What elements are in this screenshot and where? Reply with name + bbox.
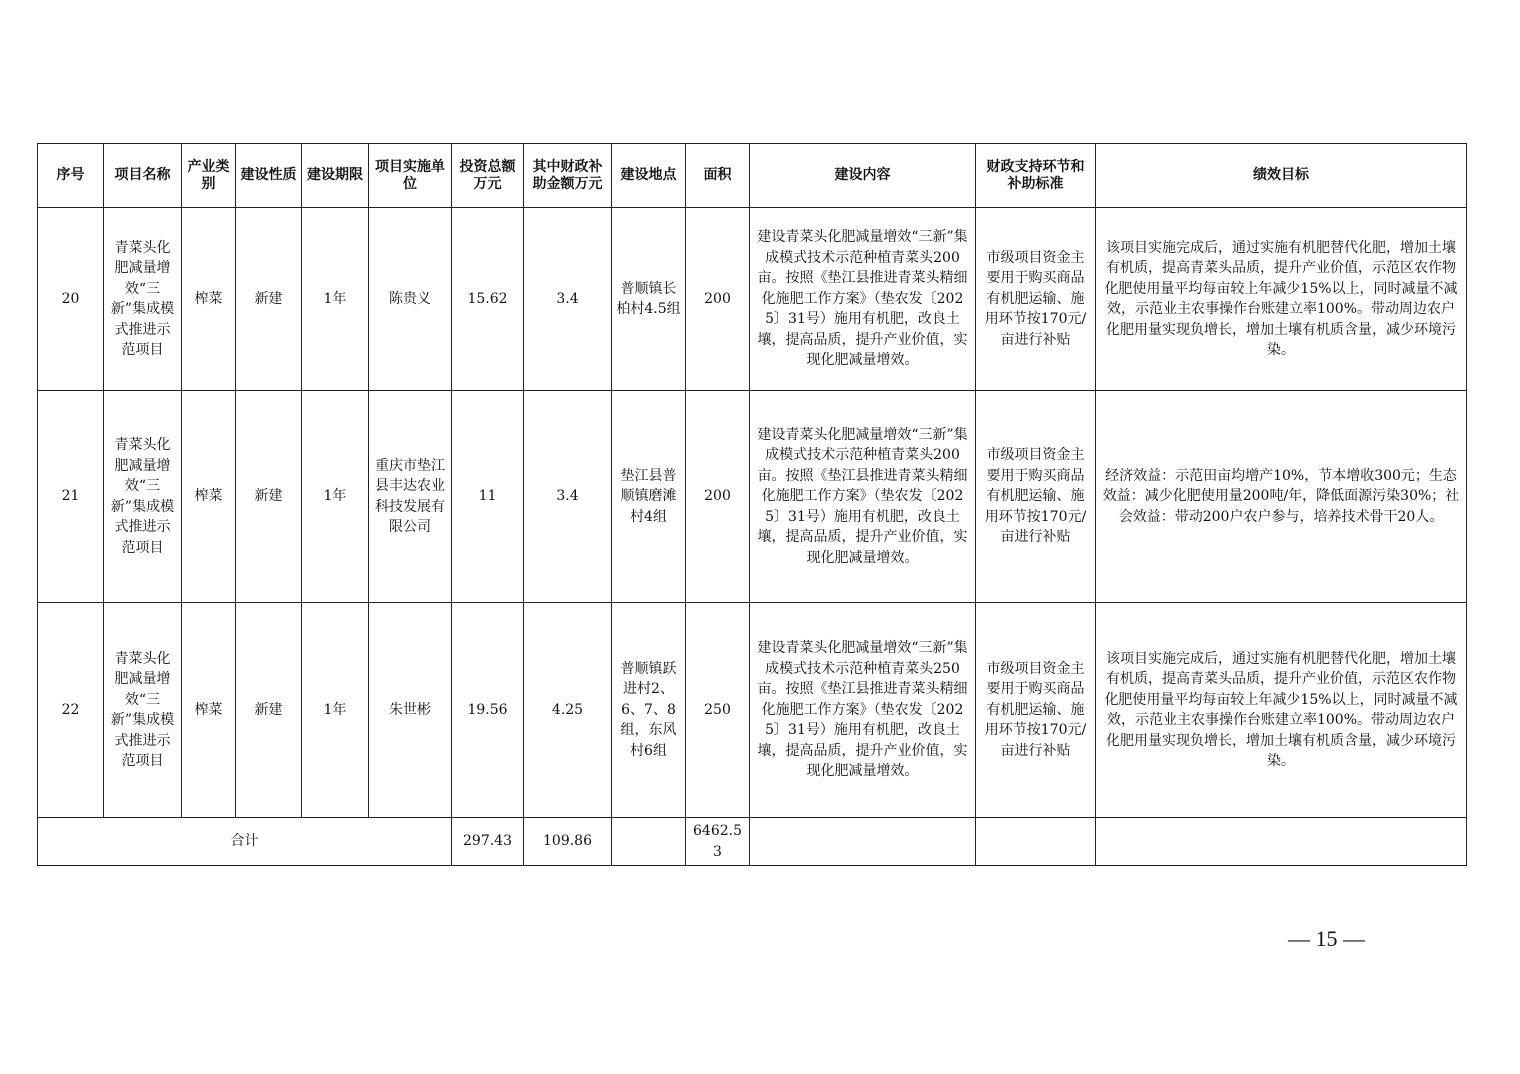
- cell-area: 250: [686, 603, 750, 818]
- table-row: [38, 603, 1467, 818]
- table-header-row: [38, 144, 1467, 208]
- header-unit: 项目实施单位: [369, 144, 452, 208]
- header-content: 建设内容: [750, 144, 976, 208]
- total-target-empty: [1096, 818, 1467, 866]
- cell-subsidy: 3.4: [524, 208, 612, 391]
- table-row: [38, 391, 1467, 603]
- cell-industry: 榨菜: [182, 208, 236, 391]
- cell-target: 该项目实施完成后，通过实施有机肥替代化肥，增加土壤有机质，提高青菜头品质，提升产业价值，示范区农作物化肥使用量平均每亩较上年减少15%以上，同时减量不减效，示范业主农事操作台账建立率100%。带动周边农户化肥用量实现负增长，增加土壤有机质含量，减少环境污染。: [1096, 208, 1467, 391]
- header-area: 面积: [686, 144, 750, 208]
- header-target: 绩效目标: [1096, 144, 1467, 208]
- cell-unit: 朱世彬: [369, 603, 452, 818]
- header-invest: 投资总额万元: [452, 144, 524, 208]
- total-support-empty: [976, 818, 1096, 866]
- total-content-empty: [750, 818, 976, 866]
- cell-location: 垫江县普顺镇磨滩村4组: [612, 391, 686, 603]
- cell-period: 1年: [302, 391, 369, 603]
- cell-nature: 新建: [236, 391, 302, 603]
- cell-content: 建设青菜头化肥减量增效“三新”集成模式技术示范种植青菜头200亩。按照《垫江县推进青菜头精细化施肥工作方案》（垫农发〔2025〕31号）施用有机肥，改良土壤，提高品质，提升产业价值，实现化肥减量增效。: [750, 391, 976, 603]
- cell-invest: 15.62: [452, 208, 524, 391]
- cell-content: 建设青菜头化肥减量增效“三新”集成模式技术示范种植青菜头250亩。按照《垫江县推进青菜头精细化施肥工作方案》（垫农发〔2025〕31号）施用有机肥，改良土壤，提高品质，提升产业价值，实现化肥减量增效。: [750, 603, 976, 818]
- cell-unit: 重庆市垫江县丰达农业科技发展有限公司: [369, 391, 452, 603]
- cell-period: 1年: [302, 208, 369, 391]
- header-support: 财政支持环节和补助标准: [976, 144, 1096, 208]
- table-row: [38, 208, 1467, 391]
- header-subsidy: 其中财政补助金额万元: [524, 144, 612, 208]
- header-name: 项目名称: [104, 144, 182, 208]
- cell-industry: 榨菜: [182, 391, 236, 603]
- cell-invest: 19.56: [452, 603, 524, 818]
- header-period: 建设期限: [302, 144, 369, 208]
- cell-industry: 榨菜: [182, 603, 236, 818]
- cell-period: 1年: [302, 603, 369, 818]
- cell-content: 建设青菜头化肥减量增效“三新”集成模式技术示范种植青菜头200亩。按照《垫江县推进青菜头精细化施肥工作方案》（垫农发〔2025〕31号）施用有机肥，改良土壤，提高品质，提升产业价值，实现化肥减量增效。: [750, 208, 976, 391]
- cell-location: 普顺镇跃进村2、6、7、8组，东风村6组: [612, 603, 686, 818]
- total-row: [38, 818, 1467, 866]
- cell-location: 普顺镇长柏村4.5组: [612, 208, 686, 391]
- cell-invest: 11: [452, 391, 524, 603]
- total-subsidy: 109.86: [524, 818, 612, 866]
- cell-seq: 20: [38, 208, 104, 391]
- cell-name: 青菜头化肥减量增效“三新”集成模式推进示范项目: [104, 391, 182, 603]
- total-location-empty: [612, 818, 686, 866]
- cell-target: 经济效益：示范田亩均增产10%，节本增收300元；生态效益：减少化肥使用量200吨/年，降低面源污染30%；社会效益：带动200户农户参与，培养技术骨干20人。: [1096, 391, 1467, 603]
- cell-name: 青菜头化肥减量增效“三新”集成模式推进示范项目: [104, 208, 182, 391]
- cell-nature: 新建: [236, 208, 302, 391]
- cell-support: 市级项目资金主要用于购买商品有机肥运输、施用环节按170元/亩进行补贴: [976, 391, 1096, 603]
- cell-nature: 新建: [236, 603, 302, 818]
- header-industry: 产业类别: [182, 144, 236, 208]
- total-label: 合计: [38, 818, 452, 866]
- header-seq: 序号: [38, 144, 104, 208]
- total-area: 6462.53: [686, 818, 750, 866]
- cell-subsidy: 4.25: [524, 603, 612, 818]
- page-number: — 15 —: [1288, 926, 1365, 951]
- cell-support: 市级项目资金主要用于购买商品有机肥运输、施用环节按170元/亩进行补贴: [976, 208, 1096, 391]
- cell-subsidy: 3.4: [524, 391, 612, 603]
- cell-name: 青菜头化肥减量增效“三新”集成模式推进示范项目: [104, 603, 182, 818]
- cell-seq: 22: [38, 603, 104, 818]
- cell-support: 市级项目资金主要用于购买商品有机肥运输、施用环节按170元/亩进行补贴: [976, 603, 1096, 818]
- header-nature: 建设性质: [236, 144, 302, 208]
- cell-target: 该项目实施完成后，通过实施有机肥替代化肥，增加土壤有机质，提高青菜头品质，提升产业价值，示范区农作物化肥使用量平均每亩较上年减少15%以上，同时减量不减效，示范业主农事操作台账建立率100%。带动周边农户化肥用量实现负增长，增加土壤有机质含量，减少环境污染。: [1096, 603, 1467, 818]
- cell-area: 200: [686, 391, 750, 603]
- cell-unit: 陈贵义: [369, 208, 452, 391]
- project-table: [37, 143, 1467, 866]
- cell-area: 200: [686, 208, 750, 391]
- total-invest: 297.43: [452, 818, 524, 866]
- header-location: 建设地点: [612, 144, 686, 208]
- cell-seq: 21: [38, 391, 104, 603]
